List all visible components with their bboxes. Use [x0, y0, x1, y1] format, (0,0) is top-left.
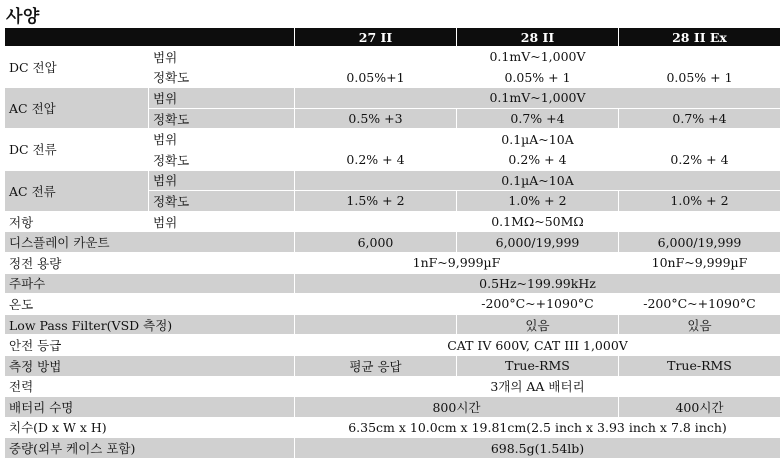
value-cell: 1nF~9,999µF [295, 252, 619, 273]
sublabel-range: 범위 [149, 88, 295, 109]
value-cell: 있음 [457, 314, 619, 335]
value-cell: 0.7% +4 [457, 108, 619, 129]
sublabel-accuracy: 정확도 [149, 191, 295, 212]
row-temperature [5, 294, 781, 315]
row-frequency [5, 273, 781, 294]
value-cell: 0.7% +4 [619, 108, 781, 129]
value-cell: 0.5% +3 [295, 108, 457, 129]
row-display-count [5, 232, 781, 253]
value-cell: 0.05% + 1 [619, 67, 781, 88]
row-capacitance [5, 252, 781, 273]
page-title: 사양 [6, 7, 40, 27]
value-cell: 1.5% + 2 [295, 191, 457, 212]
header-blank [5, 28, 295, 47]
label-measurement-method: 측정 방법 [5, 355, 295, 376]
value-cell: 6.35cm x 10.0cm x 19.81cm(2.5 inch x 3.93 inch x 7.8 inch) [295, 417, 781, 438]
row-dc-current-range [5, 129, 781, 150]
label-temperature: 온도 [5, 294, 295, 315]
value-cell: 1.0% + 2 [619, 191, 781, 212]
label-display-count: 디스플레이 카운트 [5, 232, 295, 253]
value-cell: 6,000/19,999 [457, 232, 619, 253]
value-cell: 698.5g(1.54lb) [295, 438, 781, 459]
sublabel-accuracy: 정확도 [149, 67, 295, 88]
row-battery-life [5, 397, 781, 418]
row-dimensions [5, 417, 781, 438]
value-cell: 0.2% + 4 [295, 149, 457, 170]
label-dimensions: 치수(D x W x H) [5, 417, 295, 438]
sublabel-range: 범위 [149, 129, 295, 150]
value-dc-current-range: 0.1µA~10A [295, 129, 781, 150]
value-resistance-range: 0.1MΩ~50MΩ [295, 211, 781, 232]
value-ac-current-range: 0.1µA~10A [295, 170, 781, 191]
value-cell: 평균 응답 [295, 355, 457, 376]
row-measurement-method [5, 355, 781, 376]
row-dc-voltage-range [5, 47, 781, 68]
header-row [5, 28, 781, 47]
value-cell [295, 294, 457, 315]
value-cell: 10nF~9,999µF [619, 252, 781, 273]
row-safety-rating [5, 335, 781, 356]
value-cell: 6,000/19,999 [619, 232, 781, 253]
value-cell: 6,000 [295, 232, 457, 253]
sublabel-range: 범위 [149, 47, 295, 68]
label-frequency: 주파수 [5, 273, 295, 294]
sublabel-range: 범위 [149, 211, 295, 232]
label-dc-voltage: DC 전압 [5, 47, 149, 88]
value-cell: 3개의 AA 배터리 [295, 376, 781, 397]
header-28iiex: 28 II Ex [619, 28, 781, 47]
value-cell: 0.5Hz~199.99kHz [295, 273, 781, 294]
value-cell: True-RMS [457, 355, 619, 376]
value-cell: 있음 [619, 314, 781, 335]
value-cell: -200°C~+1090°C [619, 294, 781, 315]
sublabel-range: 범위 [149, 170, 295, 191]
value-cell [295, 314, 457, 335]
label-low-pass-filter: Low Pass Filter(VSD 측정) [5, 314, 295, 335]
row-ac-voltage-range [5, 88, 781, 109]
value-cell: 800시간 [295, 397, 619, 418]
value-ac-voltage-range: 0.1mV~1,000V [295, 88, 781, 109]
label-weight: 중량(외부 케이스 포함) [5, 438, 295, 459]
label-battery-life: 배터리 수명 [5, 397, 295, 418]
label-ac-voltage: AC 전압 [5, 88, 149, 129]
label-power: 전력 [5, 376, 295, 397]
row-low-pass-filter [5, 314, 781, 335]
row-ac-current-range [5, 170, 781, 191]
label-safety-rating: 안전 등급 [5, 335, 295, 356]
sublabel-accuracy: 정확도 [149, 149, 295, 170]
row-resistance [5, 211, 781, 232]
value-cell: True-RMS [619, 355, 781, 376]
sublabel-accuracy: 정확도 [149, 108, 295, 129]
value-cell: 0.2% + 4 [619, 149, 781, 170]
label-capacitance: 정전 용량 [5, 252, 295, 273]
header-27ii: 27 II [295, 28, 457, 47]
row-weight [5, 438, 781, 459]
value-cell: 0.05% + 1 [457, 67, 619, 88]
value-cell: 1.0% + 2 [457, 191, 619, 212]
value-cell: 0.2% + 4 [457, 149, 619, 170]
spec-table [4, 27, 781, 459]
value-dc-voltage-range: 0.1mV~1,000V [295, 47, 781, 68]
label-ac-current: AC 전류 [5, 170, 149, 211]
row-power [5, 376, 781, 397]
value-cell: 400시간 [619, 397, 781, 418]
header-28ii: 28 II [457, 28, 619, 47]
value-cell: CAT IV 600V, CAT III 1,000V [295, 335, 781, 356]
value-cell: -200°C~+1090°C [457, 294, 619, 315]
value-cell: 0.05%+1 [295, 67, 457, 88]
label-dc-current: DC 전류 [5, 129, 149, 170]
label-resistance: 저항 [5, 211, 149, 232]
